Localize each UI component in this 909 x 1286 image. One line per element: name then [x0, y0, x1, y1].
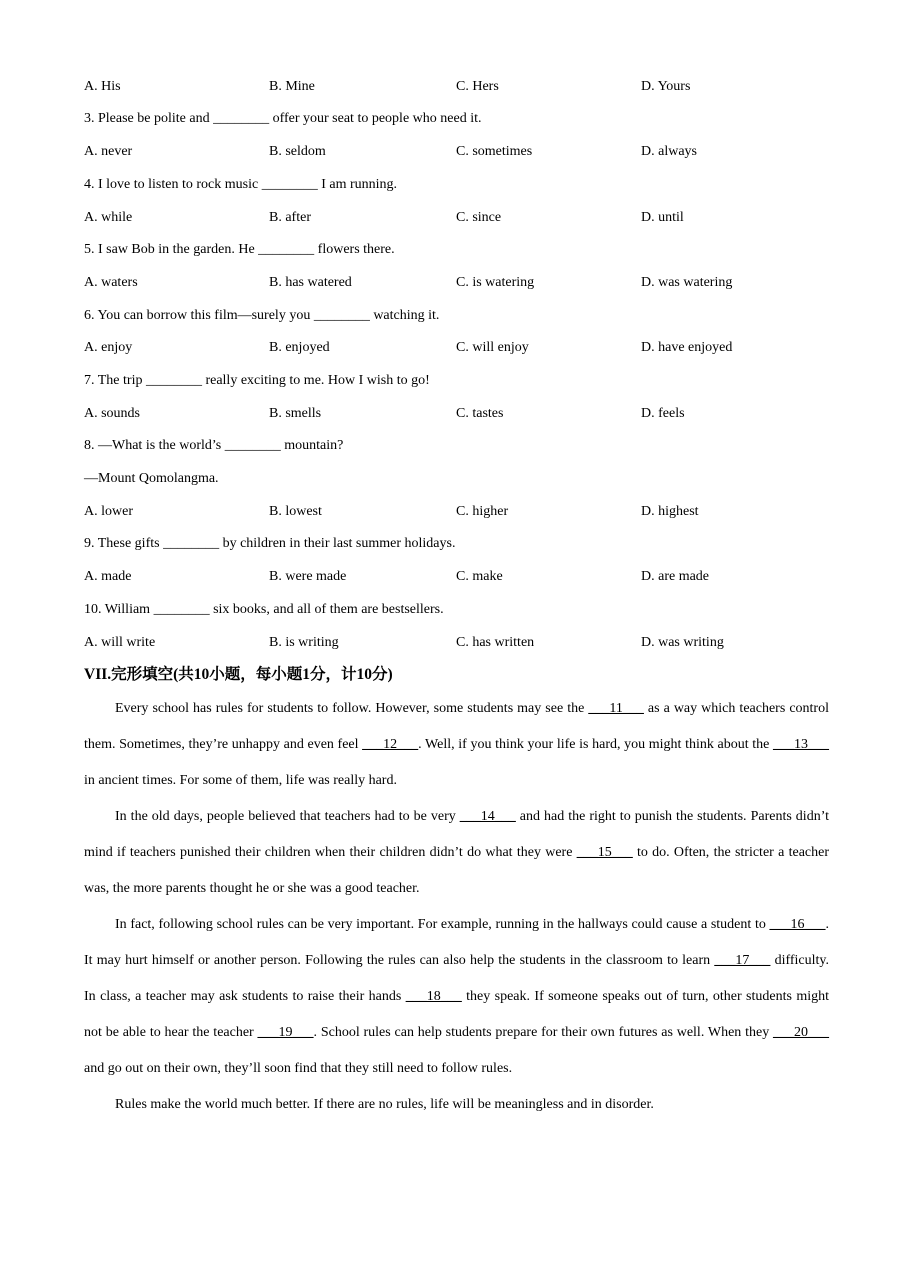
passage-text: Rules make the world much better. If there are no rules, life will be meaningless and in disorder. — [115, 1097, 654, 1112]
q9-stem: 9. These gifts ________ by children in their last summer holidays. — [84, 536, 456, 551]
q7-stem: 7. The trip ________ really exciting to me. How I wish to go! — [84, 373, 430, 388]
q6-option-a[interactable]: A. enjoy — [84, 340, 133, 355]
q9-options — [0, 567, 909, 587]
q8-option-d[interactable]: D. highest — [641, 504, 699, 519]
cloze-passage — [84, 691, 829, 1123]
q8-option-a[interactable]: A. lower — [84, 504, 133, 519]
q9-option-b[interactable]: B. were made — [269, 569, 347, 584]
q5-option-d[interactable]: D. was watering — [641, 275, 733, 290]
q4-option-c[interactable]: C. since — [456, 210, 502, 225]
q6-option-d[interactable]: D. have enjoyed — [641, 340, 733, 355]
blank-12[interactable]: ___12___ — [362, 737, 419, 752]
q3-option-b[interactable]: B. seldom — [269, 144, 326, 159]
q5-options — [0, 273, 909, 293]
passage-text: . Well, if you think your life is hard, you might think about the — [418, 737, 773, 752]
q8-options — [0, 502, 909, 522]
q10-option-d[interactable]: D. was writing — [641, 635, 724, 650]
blank-11[interactable]: ___11___ — [588, 701, 644, 716]
q4-stem: 4. I love to listen to rock music ________ I am running. — [84, 177, 398, 192]
q2-options — [0, 77, 909, 97]
q10-option-a[interactable]: A. will write — [84, 635, 156, 650]
q8-stem: 8. —What is the world’s ________ mountain? — [84, 438, 344, 453]
passage-text: and go out on their own, they’ll soon find that they still need to follow rules. — [84, 1061, 513, 1076]
q6-option-c[interactable]: C. will enjoy — [456, 340, 529, 355]
q4-option-a[interactable]: A. while — [84, 210, 133, 225]
q3-option-d[interactable]: D. always — [641, 144, 697, 159]
q6-option-b[interactable]: B. enjoyed — [269, 340, 330, 355]
q7-options — [0, 404, 909, 424]
q6-options — [0, 338, 909, 358]
passage-text: they speak. If someone speaks out of turn, other students might not be able to hear the teacher — [84, 989, 829, 1040]
blank-20[interactable]: ___20___ — [773, 1025, 830, 1040]
blank-13[interactable]: ___13___ — [772, 737, 829, 752]
blank-15[interactable]: ___15___ — [576, 845, 633, 860]
q7-option-a[interactable]: A. sounds — [84, 406, 141, 421]
q10-option-b[interactable]: B. is writing — [269, 635, 339, 650]
blank-18[interactable]: ___18___ — [405, 989, 462, 1004]
passage-paragraph-1 — [84, 691, 829, 799]
passage-text: difficulty. In class, a teacher may ask students to raise their hands — [84, 953, 829, 1004]
q3-option-c[interactable]: C. sometimes — [456, 144, 533, 159]
passage-paragraph-3 — [84, 907, 829, 1087]
q3-options — [0, 142, 909, 162]
q9-option-c[interactable]: C. make — [456, 569, 503, 584]
q10-options — [0, 633, 909, 653]
q2-option-b[interactable]: B. Mine — [269, 79, 315, 94]
q10-option-c[interactable]: C. has written — [456, 635, 535, 650]
q5-option-c[interactable]: C. is watering — [456, 275, 535, 290]
q7-option-b[interactable]: B. smells — [269, 406, 322, 421]
q7-option-d[interactable]: D. feels — [641, 406, 685, 421]
passage-text: Every school has rules for students to follow. However, some students may see the — [115, 701, 589, 716]
q10-stem: 10. William ________ six books, and all of them are bestsellers. — [84, 602, 444, 617]
q5-stem: 5. I saw Bob in the garden. He ________ flowers there. — [84, 242, 395, 257]
q8-option-b[interactable]: B. lowest — [269, 504, 322, 519]
passage-text: as a way which teachers control them. Sometimes, they’re unhappy and even feel — [84, 701, 829, 752]
section-heading: VII.完形填空(共10小题，每小题1分，计10分) — [84, 666, 393, 683]
q2-option-d[interactable]: D. Yours — [641, 79, 691, 94]
q8-option-c[interactable]: C. higher — [456, 504, 509, 519]
q8-stem-answer: —Mount Qomolangma. — [84, 471, 219, 486]
passage-text: . School rules can help students prepare for their own futures as well. When they — [313, 1025, 774, 1040]
passage-text: and had the right to punish the students. Parents didn’t mind if teachers punished their children when their children didn’t do what they were — [84, 809, 829, 860]
passage-text: . It may hurt himself or another person. Following the rules can also help the students in the classroom to learn — [84, 917, 829, 968]
q9-option-d[interactable]: D. are made — [641, 569, 710, 584]
passage-paragraph-4 — [84, 1087, 829, 1123]
q2-option-a[interactable]: A. His — [84, 79, 121, 94]
q4-option-d[interactable]: D. until — [641, 210, 684, 225]
blank-19[interactable]: ___19___ — [257, 1025, 314, 1040]
passage-text: In fact, following school rules can be very important. For example, running in the hallways could cause a student to — [115, 917, 770, 932]
q3-option-a[interactable]: A. never — [84, 144, 133, 159]
q4-option-b[interactable]: B. after — [269, 210, 311, 225]
blank-16[interactable]: ___16___ — [769, 917, 826, 932]
blank-14[interactable]: ___14___ — [459, 809, 516, 824]
q3-stem: 3. Please be polite and ________ offer your seat to people who need it. — [84, 111, 482, 126]
passage-paragraph-2 — [84, 799, 829, 907]
passage-text: to do. Often, the stricter a teacher was, the more parents thought he or she was a good teacher. — [84, 845, 830, 896]
q4-options — [0, 208, 909, 228]
q5-option-b[interactable]: B. has watered — [269, 275, 352, 290]
q9-option-a[interactable]: A. made — [84, 569, 132, 584]
passage-text: in ancient times. For some of them, life was really hard. — [84, 773, 397, 788]
blank-17[interactable]: ___17___ — [714, 953, 771, 968]
passage-text: In the old days, people believed that teachers had to be very — [115, 809, 460, 824]
q5-option-a[interactable]: A. waters — [84, 275, 138, 290]
q7-option-c[interactable]: C. tastes — [456, 406, 504, 421]
q2-option-c[interactable]: C. Hers — [456, 79, 499, 94]
q6-stem: 6. You can borrow this film—surely you ________ watching it. — [84, 308, 440, 323]
